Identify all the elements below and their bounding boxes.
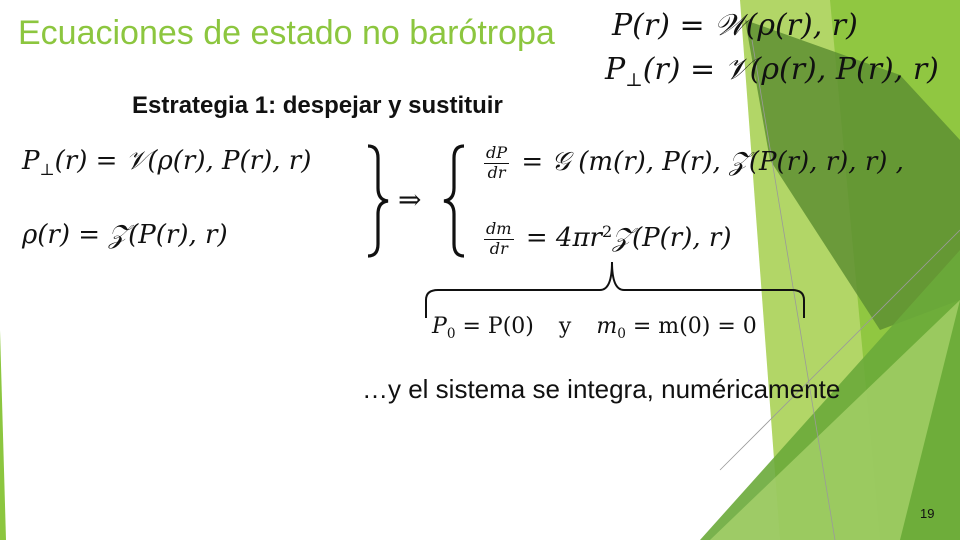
p0-base: P xyxy=(432,314,447,339)
dr-denominator: dr xyxy=(487,162,506,182)
dr-denominator-2: dr xyxy=(489,238,508,258)
left-eq2-equals: = xyxy=(78,220,101,250)
left-edge-accent xyxy=(0,330,6,540)
left-equation-1 xyxy=(22,146,311,177)
right-eq2-equals: = xyxy=(525,223,548,254)
right-eq2-rhs-b: 𝒵(P(r), r) xyxy=(612,223,732,254)
right-eq1-rhs: 𝒢 (m(r), P(r), 𝒵(P(r), r), r) , xyxy=(551,147,904,178)
boundary-conditions xyxy=(432,314,757,342)
left-eq1-lhs-rest: (r) xyxy=(54,146,88,176)
top-eq1-lhs: P(r) xyxy=(612,8,670,43)
left-eq1-lhs-sub: ⊥ xyxy=(39,159,55,179)
strategy-heading: Estrategia 1: despejar y sustituir xyxy=(132,92,503,119)
integration-note: …y el sistema se integra, numéricamente xyxy=(362,374,841,404)
left-eq2-lhs: ρ(r) xyxy=(22,220,71,250)
slide-title: Ecuaciones de estado no barótropa xyxy=(18,14,555,52)
dm-dr-fraction xyxy=(484,220,514,258)
top-eq2-lhs-sub: ⊥ xyxy=(625,69,643,91)
left-eq1-rhs: 𝒱(ρ(r), P(r), r) xyxy=(125,146,312,176)
right-brace xyxy=(364,142,394,260)
p0-rest: = P(0) xyxy=(462,314,534,339)
implies-arrow: ⇒ xyxy=(398,183,422,216)
m0-rest: = m(0) = 0 xyxy=(632,314,757,339)
top-eq2-rhs: 𝒱(ρ(r), P(r), r) xyxy=(724,52,939,87)
left-eq2-rhs: 𝒵(P(r), r) xyxy=(108,220,228,250)
left-equation-2 xyxy=(22,220,228,251)
dP-numerator: dP xyxy=(486,143,508,162)
top-eq1-equals: = xyxy=(679,8,705,43)
right-eq2-rhs-sup: 2 xyxy=(601,222,613,242)
left-eq1-lhs-base: P xyxy=(22,146,40,176)
page-number: 19 xyxy=(920,506,935,521)
top-eq2-lhs-base: P xyxy=(605,52,626,87)
p0-sub: 0 xyxy=(446,325,456,342)
underbrace xyxy=(420,258,810,322)
top-equation-1 xyxy=(612,8,858,43)
top-equation-2 xyxy=(605,52,939,91)
left-eq1-equals: = xyxy=(95,146,118,176)
right-eq1-equals: = xyxy=(521,147,544,178)
right-equation-2 xyxy=(484,220,731,258)
left-brace xyxy=(438,142,468,260)
conjunction-y: y xyxy=(558,314,572,339)
right-eq2-rhs-a: 4πr xyxy=(555,223,602,254)
top-eq2-equals: = xyxy=(689,52,716,87)
m0-sub: 0 xyxy=(617,325,626,342)
top-eq2-lhs-rest: (r) xyxy=(642,52,681,87)
dm-numerator: dm xyxy=(486,219,512,238)
dP-dr-fraction xyxy=(484,144,509,182)
top-eq1-rhs: 𝒲(ρ(r), r) xyxy=(714,8,858,43)
m0-base: m xyxy=(596,314,618,339)
right-equation-1 xyxy=(484,144,904,182)
